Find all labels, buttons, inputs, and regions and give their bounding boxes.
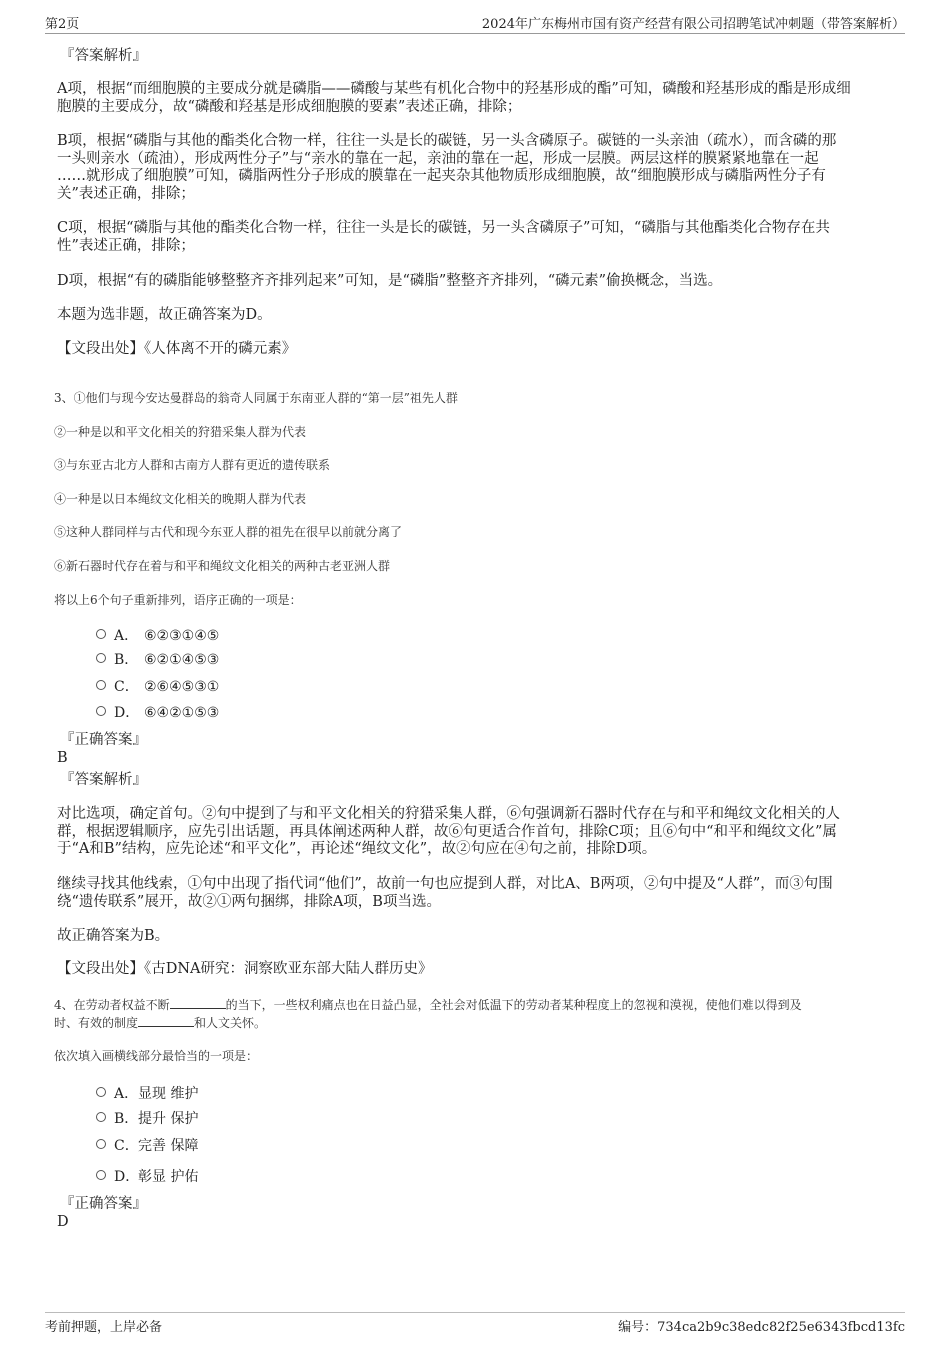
q4-stem-line-2 — [54, 1014, 894, 1032]
q3-conclusion: 故正确答案为B。 — [57, 928, 170, 944]
text-line: ……就形成了细胞膜”可知，磷脂两性分子形成的膜靠在一起夹杂其他物质形成细胞膜，故“细胞膜形成与磷脂两性分子有 — [57, 168, 826, 184]
q3-analysis-para-2 — [57, 876, 887, 911]
q3-option-c[interactable] — [96, 678, 219, 696]
radio-icon[interactable] — [96, 653, 106, 663]
option-text: 显现 维护 — [138, 1086, 199, 1102]
text-line: 对比选项，确定首句。②句中提到了与和平文化相关的狩猎采集人群，⑥句强调新石器时代存在与和平和绳纹文化相关的人 — [57, 806, 840, 822]
option-text: 完善 保障 — [138, 1138, 199, 1154]
radio-icon[interactable] — [96, 1139, 106, 1149]
radio-icon[interactable] — [96, 629, 106, 639]
q3-sentence-5: ⑤这种人群同样与古代和现今东亚人群的祖先在很早以前就分离了 — [54, 525, 403, 539]
q4-stem — [54, 996, 894, 1032]
radio-icon[interactable] — [96, 1170, 106, 1180]
text-line: C项，根据“磷脂与其他的酯类化合物一样，往往一头是长的碳链，另一头含磷原子”可知，“磷脂与其他酯类化合物存在共 — [57, 220, 830, 236]
page-footer — [45, 1312, 905, 1335]
q3-answer-value: B — [57, 750, 68, 766]
option-letter: B． — [114, 1111, 139, 1127]
q4-answer-label: 『正确答案』 — [60, 1196, 147, 1212]
q4-option-a[interactable] — [96, 1085, 198, 1103]
q4-stem-line-1 — [54, 996, 894, 1014]
q3-sentence-6: ⑥新石器时代存在着与和平和绳纹文化相关的两种古老亚洲人群 — [54, 559, 391, 573]
text-line: 一头则亲水（疏油），形成两性分子”与“亲水的靠在一起，亲油的靠在一起，形成一层膜。两层这样的膜紧紧地靠在一起 — [57, 150, 819, 167]
q4-option-d[interactable] — [96, 1168, 198, 1186]
q3-source-citation: 【文段出处】《古DNA研究：洞察欧亚东部大陆人群历史》 — [57, 961, 433, 977]
q3-analysis-para-1 — [57, 806, 887, 859]
blank-line — [170, 996, 226, 1009]
option-letter: A． — [114, 1086, 139, 1102]
blank-line — [138, 1014, 194, 1027]
analysis-option-c — [57, 220, 887, 255]
q4-option-b[interactable] — [96, 1110, 198, 1128]
q3-sentence-1: 3、①他们与现今安达曼群岛的翁奇人同属于东南亚人群的“第一层”祖先人群 — [54, 391, 458, 405]
option-text: ⑥④②①⑤③ — [144, 705, 220, 721]
option-text: 提升 保护 — [138, 1111, 199, 1127]
option-letter: B． — [114, 652, 139, 668]
q4-stem-text: 的当下，一些权利痛点也在日益凸显，全社会对低温下的劳动者某种程度上的忽视和漠视，使他们难以得到及 — [225, 998, 802, 1012]
option-letter: C． — [114, 1138, 139, 1154]
text-line: B项，根据“磷脂与其他的酯类化合物一样，往往一头是长的碳链，另一头含磷原子。碳链的一头亲油（疏水），而含磷的那 — [57, 133, 837, 149]
q4-stem-text: 4、在劳动者权益不断 — [54, 998, 170, 1012]
q3-prompt: 将以上6个句子重新排列，语序正确的一项是： — [54, 593, 302, 607]
analysis-option-b — [57, 133, 887, 203]
document-title: 2024年广东梅州市国有资产经营有限公司招聘笔试冲刺题（带答案解析） — [481, 17, 905, 32]
option-letter: D． — [114, 1169, 140, 1185]
page-number: 第2页 — [45, 17, 80, 32]
footer-slogan: 考前押题，上岸必备 — [45, 1320, 163, 1335]
text-line: 胞膜的主要成分，故“磷酸和羟基是形成细胞膜的要素”表述正确，排除； — [57, 98, 522, 115]
option-letter: C． — [114, 679, 139, 695]
q4-option-c[interactable] — [96, 1137, 198, 1155]
option-text: ②⑥④⑤③① — [144, 679, 220, 695]
answer-conclusion: 本题为选非题，故正确答案为D。 — [57, 307, 272, 323]
q4-answer-value: D — [57, 1214, 69, 1230]
text-line: 群，根据逻辑顺序，应先引出话题，再具体阐述两种人群，故⑥句更适合作首句，排除C项；且⑥句中“和平和绳纹文化”属 — [57, 823, 837, 840]
option-text: ⑥②③①④⑤ — [144, 628, 220, 644]
radio-icon[interactable] — [96, 1087, 106, 1097]
text-line: 性”表述正确，排除； — [57, 237, 195, 254]
q3-sentence-3: ③与东亚古北方人群和古南方人群有更近的遗传联系 — [54, 458, 331, 472]
q4-stem-text: 时、有效的制度 — [54, 1016, 139, 1030]
q3-sentence-4: ④一种是以日本绳纹文化相关的晚期人群为代表 — [54, 492, 307, 506]
source-citation: 【文段出处】《人体离不开的磷元素》 — [57, 341, 297, 357]
q4-prompt: 依次填入画横线部分最恰当的一项是： — [54, 1049, 259, 1063]
q3-sentence-2: ②一种是以和平文化相关的狩猎采集人群为代表 — [54, 425, 307, 439]
text-line: 于“A和B”结构，应先论述“和平文化”，再论述“绳纹文化”，故②句应在④句之前，排除D项。 — [57, 841, 657, 857]
option-text: 彰显 护佑 — [138, 1169, 199, 1185]
q3-analysis-label: 『答案解析』 — [60, 772, 147, 788]
radio-icon[interactable] — [96, 706, 106, 716]
q3-option-b[interactable] — [96, 651, 219, 669]
radio-icon[interactable] — [96, 680, 106, 690]
text-line: 关”表述正确，排除； — [57, 185, 195, 202]
option-letter: D． — [114, 705, 140, 721]
option-text: ⑥②①④⑤③ — [144, 652, 220, 668]
analysis-option-a — [57, 81, 887, 116]
analysis-option-d: D项，根据“有的磷脂能够整整齐齐排列起来”可知，是“磷脂”整整齐齐排列，“磷元素”偷换概念，当选。 — [57, 273, 723, 289]
radio-icon[interactable] — [96, 1112, 106, 1122]
text-line: 继续寻找其他线索，①句中出现了指代词“他们”，故前一句也应提到人群，对比A、B两项，②句中提及“人群”，而③句围 — [57, 876, 833, 892]
q4-stem-text: 和人文关怀。 — [194, 1016, 267, 1030]
q3-answer-label: 『正确答案』 — [60, 732, 147, 748]
q3-option-d[interactable] — [96, 704, 219, 722]
q3-option-a[interactable] — [96, 627, 219, 645]
text-line: 绕“遗传联系”展开，故②①两句捆绑，排除A项，B项当选。 — [57, 893, 441, 910]
document-code: 编号：734ca2b9c38edc82f25e6343fbcd13fc — [618, 1320, 905, 1335]
analysis-label: 『答案解析』 — [60, 48, 147, 64]
text-line: A项，根据“而细胞膜的主要成分就是磷脂——磷酸与某些有机化合物中的羟基形成的酯”可知，磷酸和羟基形成的酯是形成细 — [57, 81, 851, 97]
option-letter: A． — [114, 628, 139, 644]
